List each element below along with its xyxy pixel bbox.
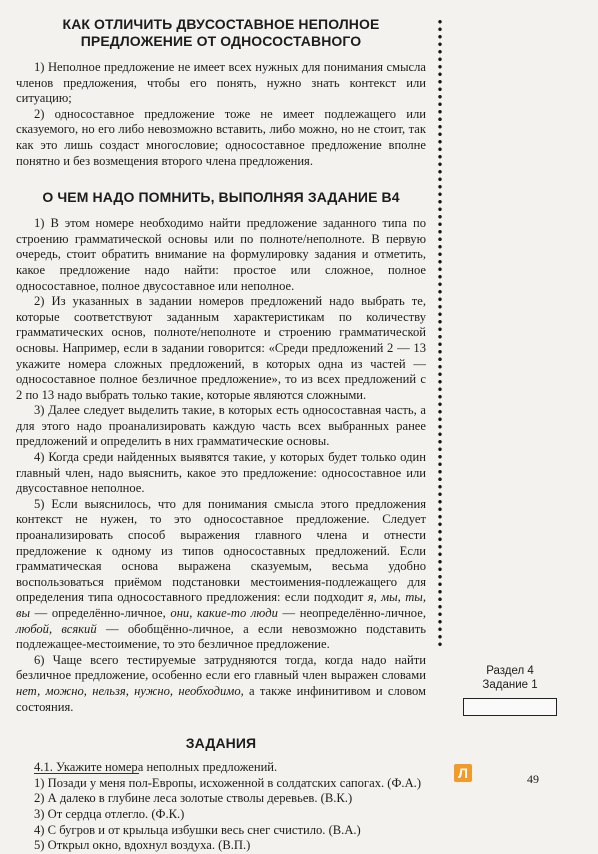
intro-paragraph-2: 2) односоставное предложение тоже не имеет подлежащего или сказуемого, но его либо невозможно вставить, либо можно, но не стоит, так как это лишь создаст многословие; односоставное предложение вполне понятно и без возмещения второго члена предложения.: [16, 106, 426, 168]
rule-5-text-c: — неопределённо-личное,: [277, 606, 426, 620]
task-question: 4.1. Укажите номера неполных предложений.: [34, 760, 278, 775]
footnote-divider: [34, 773, 139, 774]
task-item-1: 1) Позади у меня пол-Европы, исхоженной в солдатских сапогах. (Ф.А.): [34, 775, 422, 790]
task-item-4: 4) С бугров и от крыльца избушки весь снег счистило. (В.А.): [34, 822, 361, 837]
main-column: [16, 16, 426, 854]
rule-5-em-1: я, мы, ты, вы: [16, 590, 426, 620]
rule-1: 1) В этом номере необходимо найти предложение заданного типа по строению грамматической основы или по полноте/неполноте. В первую очередь, стоит обратить внимание на формулировку задания и отметить, какое предложение надо найти: простое или сложное, полное односоставное, полное двусоставное или неполное.: [16, 216, 426, 293]
heading-distinguish: КАК ОТЛИЧИТЬ ДВУСОСТАВНОЕ НЕПОЛНОЕ ПРЕДЛОЖЕНИЕ ОТ ОДНОСОСТАВНОГО: [62, 16, 380, 49]
rule-5: [16, 497, 426, 653]
page-number: 49: [527, 772, 539, 786]
heading-tasks: ЗАДАНИЯ: [185, 735, 257, 752]
rule-6-text-a: 6) Чаще всего тестируемые затрудняются тогда, когда надо найти безличное предложение, особенно если его главный член выражен словами: [16, 652, 426, 683]
rule-5-text-b: — определённо-личное,: [30, 606, 171, 620]
answer-panel: [462, 664, 558, 716]
rule-5-text-a: 5) Если выяснилось, что для понимания смысла этого предложения контекст не нужен, то это односоставное предложение. Следует проанализировать способ выражения главного члена и отнести предложение к одному из типов односоставных предложений. Если грамматическая основа выражена сказуемым, весьма удобно воспользоваться приёмом подстановки местоимения-подлежащего для определения типа односоставного предложения: если подходит: [16, 496, 426, 605]
task-item-3: 3) От сердца отлегло. (Ф.К.): [34, 806, 185, 821]
dotted-cut-line: [437, 18, 443, 650]
rule-2: 2) Из указанных в задании номеров предложений надо выбрать те, которые соответствуют заданным характеристикам по количеству грамматических основ, полноте/неполноте и строению грамматической основы. Например, если в задании говорится: «Среди предложений 2 — 13 укажите номера сложных предложений, в которых одна из частей — односоставное полное безличное предложение», то из всех предложений с 2 по 13 надо выбрать только такие, которые являются сложными.: [16, 294, 426, 402]
intro-paragraph-1: 1) Неполное предложение не имеет всех нужных для понимания смысла членов предложения, чтобы его понять, нужно знать контекст или ситуацию;: [16, 60, 426, 106]
rule-6: [16, 653, 426, 715]
section-label: Раздел 4: [486, 665, 534, 677]
rule-4: 4) Когда среди найденных выявятся такие, у которых будет только один главный член, надо выяснить, какое это предложение: односоставное или двусоставное неполное.: [16, 450, 426, 496]
rule-5-em-3: любой, всякий: [16, 621, 97, 636]
answer-box[interactable]: [463, 698, 557, 716]
rule-5-em-2: они, какие-то люди: [170, 606, 278, 620]
publisher-logo-icon: Л: [454, 764, 472, 782]
task-item-2: 2) А далеко в глубине леса золотые стволы деревьев. (В.К.): [34, 791, 353, 806]
task-label: Задание 1: [482, 679, 538, 691]
rule-6-text-b: , а также инфинитивом и словом состояния.: [16, 683, 426, 714]
task-item-5: 5) Открыл окно, вдохнул воздуха. (В.П.): [34, 838, 251, 853]
heading-remember: О ЧЕМ НАДО ПОМНИТЬ, ВЫПОЛНЯЯ ЗАДАНИЕ В4: [42, 189, 400, 206]
rule-6-em: нет, можно, нельзя, нужно, необходимо: [16, 683, 241, 698]
rule-5-text-d: — обобщённо-личное, а если невозможно подставить подлежащее-местоимение, то это безличное предложение.: [16, 621, 426, 652]
rule-3: 3) Далее следует выделить такие, в которых есть односоставная часть, а для этого надо проанализировать каждую часть всех выбранных ранее предложений и определить в них грамматические основы.: [16, 403, 426, 449]
